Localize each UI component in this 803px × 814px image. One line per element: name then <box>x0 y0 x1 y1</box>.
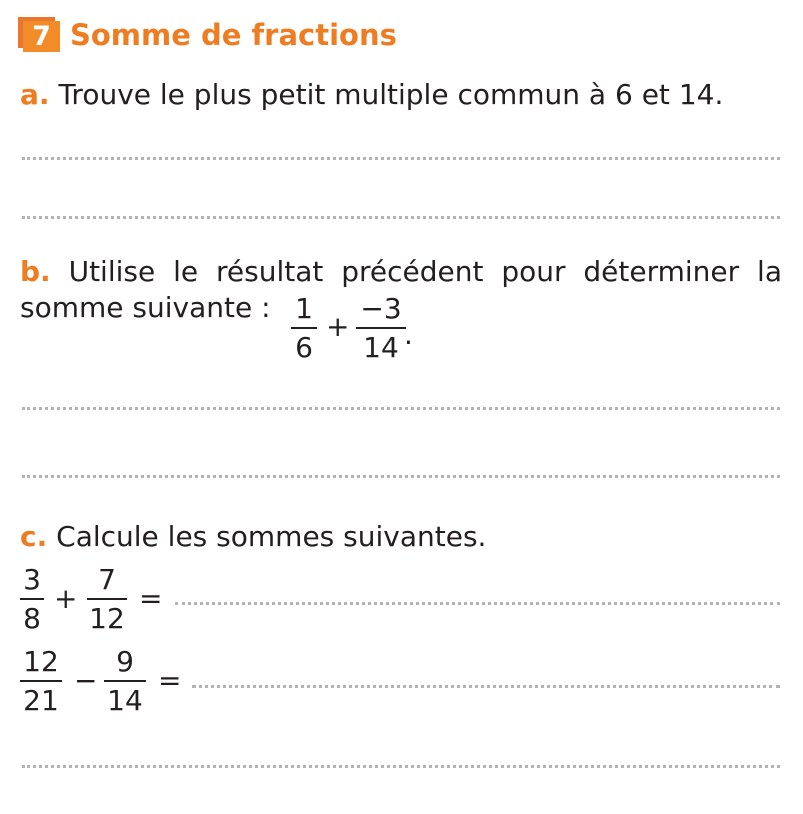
fraction-c2-1-numerator: 12 <box>23 645 59 678</box>
fraction-c1-1 <box>20 563 44 635</box>
equals-sign: = <box>139 582 163 615</box>
question-c-text: Calcule les sommes suivantes. <box>56 520 487 553</box>
fraction-c1-1-denominator: 8 <box>23 602 41 635</box>
equals-sign: = <box>158 664 182 697</box>
answer-line-b-1[interactable] <box>22 407 780 410</box>
fraction-b-2 <box>356 292 406 364</box>
fraction-b-1-numerator: 1 <box>295 292 313 325</box>
fraction-b-2-denominator: 14 <box>363 331 399 364</box>
fraction-c2-2-denominator: 14 <box>107 684 143 717</box>
minus-operator: − <box>74 664 98 697</box>
question-b-text: Utilise le résultat précédent pour déterminer la somme suivante : <box>20 255 782 324</box>
plus-operator: + <box>326 310 350 343</box>
fraction-bar <box>104 680 146 682</box>
question-c-letter: c. <box>20 520 48 553</box>
answer-line-c-3[interactable] <box>22 765 780 768</box>
fraction-c2-1 <box>20 645 62 717</box>
answer-line-a-2[interactable] <box>22 216 780 219</box>
fraction-c1-2-denominator: 12 <box>89 602 125 635</box>
plus-operator: + <box>54 582 78 615</box>
fraction-c2-2-numerator: 9 <box>116 645 134 678</box>
exercise-number-badge: 7 <box>23 21 60 52</box>
fraction-c1-2 <box>87 563 127 635</box>
question-a-letter: a. <box>20 78 50 111</box>
answer-line-c-1[interactable] <box>175 602 780 605</box>
fraction-bar <box>291 327 317 329</box>
fraction-bar <box>356 327 406 329</box>
question-a <box>20 78 723 112</box>
fraction-c2-1-denominator: 21 <box>23 684 59 717</box>
fraction-c1-2-numerator: 7 <box>98 563 116 596</box>
answer-line-a-1[interactable] <box>22 157 780 160</box>
fraction-b-1-denominator: 6 <box>295 331 313 364</box>
exercise-title: Somme de fractions <box>70 18 397 52</box>
fraction-b-1 <box>291 292 317 364</box>
question-a-text: Trouve le plus petit multiple commun à 6 et 14. <box>58 78 724 111</box>
fraction-c2-2 <box>104 645 146 717</box>
answer-line-b-2[interactable] <box>22 475 780 478</box>
answer-line-c-2[interactable] <box>192 685 780 688</box>
question-c <box>20 520 486 554</box>
fraction-bar <box>20 598 44 600</box>
period: . <box>404 318 413 351</box>
fraction-c1-1-numerator: 3 <box>23 563 41 596</box>
question-b-letter: b. <box>20 255 51 288</box>
fraction-bar <box>87 598 127 600</box>
fraction-b-2-numerator: −3 <box>360 292 402 325</box>
fraction-bar <box>20 680 62 682</box>
